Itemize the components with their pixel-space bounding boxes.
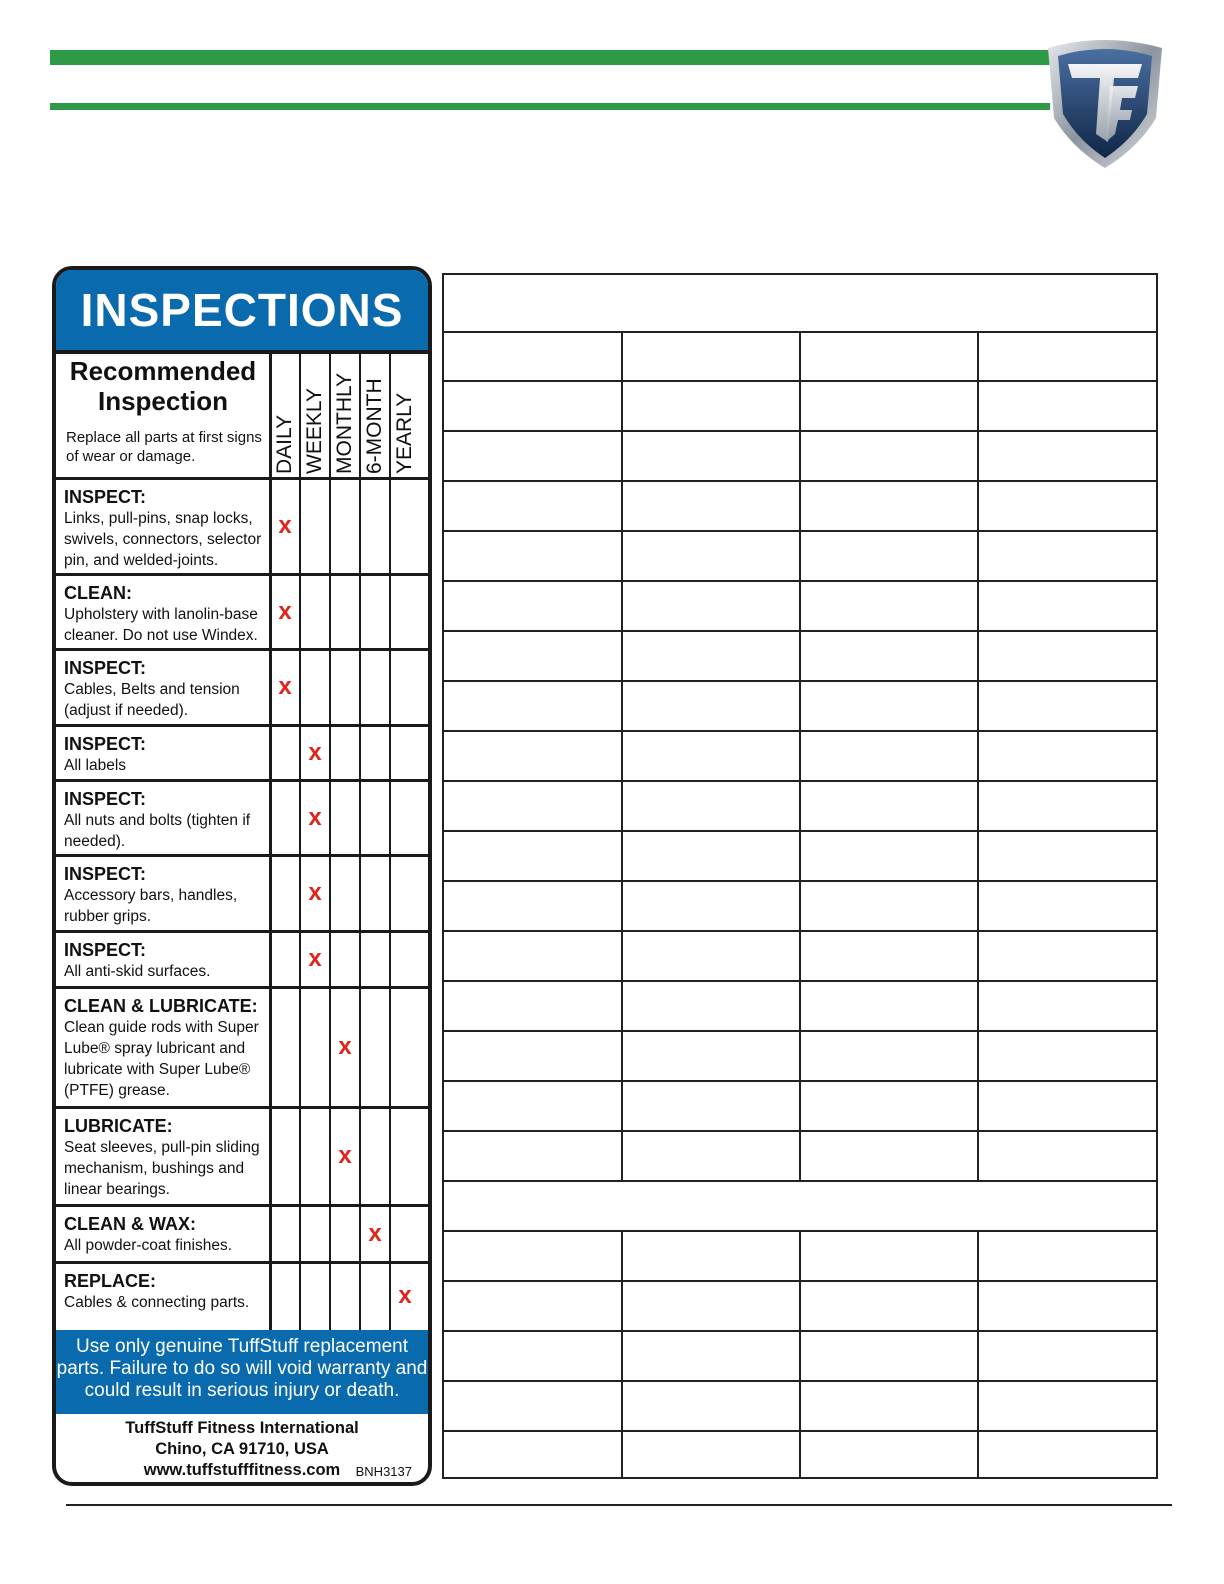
task-row	[64, 1115, 268, 1200]
task-description: All labels	[64, 757, 127, 774]
task-description: Upholstery with lanolin-base cleaner. Do not use Windex.	[64, 606, 258, 644]
footer-rule	[66, 1504, 1172, 1506]
frequency-header-6-month	[360, 354, 390, 478]
recommended-note: Replace all parts at first signs of wear or damage.	[66, 429, 262, 465]
warning-banner: Use only genuine TuffStuff replacement parts. Failure to do so will void warranty and could result in serious injury or death.	[56, 1330, 428, 1414]
task-description: All powder-coat finishes.	[64, 1237, 232, 1254]
frequency-label: MONTHLY	[333, 372, 356, 474]
frequency-mark: x	[278, 597, 292, 625]
column-divider	[299, 354, 301, 1330]
company-address: Chino, CA 91710, USA	[155, 1440, 329, 1458]
task-title: CLEAN:	[64, 583, 132, 603]
frequency-header-yearly	[390, 354, 420, 478]
frequency-mark: x	[398, 1282, 412, 1309]
task-description: All nuts and bolts (tighten if needed).	[64, 812, 251, 850]
task-title: CLEAN & WAX:	[64, 1214, 196, 1234]
task-row	[64, 582, 268, 646]
task-row	[64, 863, 268, 927]
task-title: INSPECT:	[64, 789, 147, 809]
task-title: INSPECT:	[64, 487, 147, 507]
log-row-line	[442, 1180, 1158, 1182]
column-divider	[269, 354, 272, 1330]
frequency-header-daily	[270, 354, 300, 478]
frequency-mark: x	[338, 1142, 352, 1169]
task-title: INSPECT:	[64, 734, 147, 754]
row-divider	[56, 930, 428, 933]
row-divider	[56, 724, 428, 727]
header-green-bar-top	[50, 50, 1050, 65]
task-row	[64, 657, 268, 721]
row-divider	[56, 854, 428, 857]
recommended-inspection-block	[56, 354, 270, 478]
frequency-label: 6-MONTH	[363, 378, 386, 474]
header-green-bar-bottom	[50, 103, 1050, 110]
task-description: Clean guide rods with Super Lube® spray lubricant and lubricate with Super Lube® (PTFE) grease.	[64, 1019, 259, 1099]
task-description: All anti-skid surfaces.	[64, 963, 211, 980]
row-divider	[56, 986, 428, 989]
column-divider	[329, 354, 331, 1330]
log-column-line	[977, 1230, 979, 1479]
column-divider	[359, 354, 361, 1330]
company-website: www.tuffstufffitness.com	[143, 1461, 341, 1479]
row-divider	[56, 779, 428, 782]
frequency-mark: x	[368, 1219, 382, 1247]
task-title: CLEAN & LUBRICATE:	[64, 996, 258, 1016]
frequency-label: DAILY	[273, 414, 296, 474]
frequency-label: WEEKLY	[303, 388, 326, 474]
task-description: Accessory bars, handles, rubber grips.	[64, 887, 238, 925]
inspection-label-card	[52, 266, 432, 1486]
task-description: Seat sleeves, pull-pin sliding mechanism, bushings and linear bearings.	[64, 1139, 260, 1198]
log-column-line	[799, 1230, 801, 1479]
inspections-heading: INSPECTIONS	[56, 270, 428, 350]
row-divider	[56, 573, 428, 576]
task-row	[64, 788, 268, 852]
row-divider	[56, 648, 428, 651]
task-title: REPLACE:	[64, 1271, 157, 1291]
task-row	[64, 733, 268, 776]
task-row	[64, 995, 268, 1101]
task-title: INSPECT:	[64, 864, 147, 884]
column-divider	[389, 354, 391, 1330]
row-divider	[56, 477, 428, 480]
maintenance-log-grid	[442, 273, 1158, 1479]
task-row	[64, 486, 268, 571]
task-row	[64, 1270, 268, 1313]
task-description: Links, pull-pins, snap locks, swivels, connectors, selector pin, and welded-joints.	[64, 510, 262, 569]
task-title: INSPECT:	[64, 940, 147, 960]
task-title: INSPECT:	[64, 658, 147, 678]
log-column-line	[621, 1230, 623, 1479]
log-column-line	[621, 331, 623, 1180]
recommended-title: Recommended Inspection	[69, 356, 257, 416]
frequency-mark: x	[278, 673, 292, 700]
frequency-mark: x	[308, 879, 322, 906]
task-row	[64, 939, 268, 982]
row-divider	[56, 1106, 428, 1109]
frequency-mark: x	[278, 512, 292, 539]
label-code: BNH3137	[355, 1464, 412, 1479]
task-row	[64, 1213, 268, 1256]
row-divider	[56, 1261, 428, 1264]
frequency-mark: x	[308, 803, 322, 831]
frequency-header-weekly	[300, 354, 330, 478]
tf-shield-logo-icon	[1038, 30, 1172, 172]
task-description: Cables, Belts and tension (adjust if needed).	[64, 681, 240, 719]
log-column-line	[977, 331, 979, 1180]
frequency-mark: x	[308, 945, 322, 972]
task-description: Cables & connecting parts.	[64, 1294, 250, 1311]
frequency-header-monthly	[330, 354, 360, 478]
frequency-label: YEARLY	[393, 392, 416, 474]
log-column-line	[799, 331, 801, 1180]
frequency-mark: x	[308, 738, 322, 766]
frequency-mark: x	[338, 1033, 352, 1060]
row-divider	[56, 1204, 428, 1207]
task-title: LUBRICATE:	[64, 1116, 173, 1136]
company-name: TuffStuff Fitness International	[125, 1419, 359, 1437]
